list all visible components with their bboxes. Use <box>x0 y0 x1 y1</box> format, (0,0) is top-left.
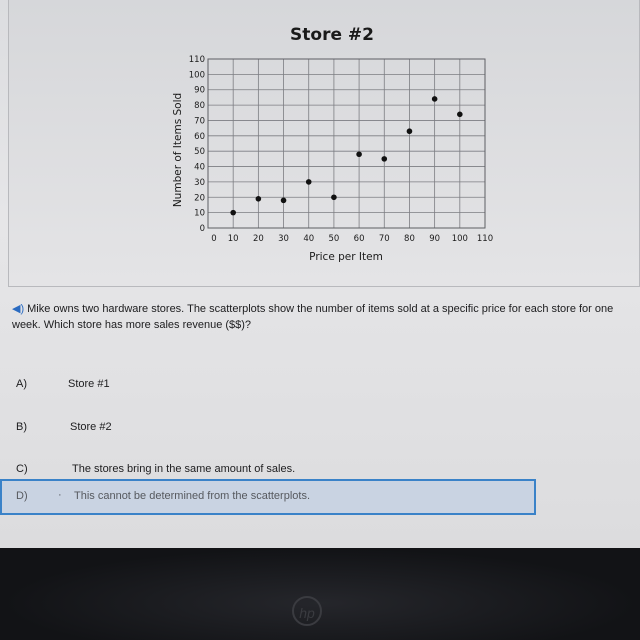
x-tick-label: 100 <box>451 234 468 244</box>
choice-a[interactable] <box>0 368 535 404</box>
data-point <box>381 156 387 162</box>
x-tick-label: 20 <box>252 234 264 244</box>
data-point <box>432 96 438 102</box>
y-tick-label: 20 <box>194 193 205 204</box>
choice-letter: C) <box>16 463 28 475</box>
scatter-chart <box>9 0 639 286</box>
y-tick-label: 60 <box>194 131 205 142</box>
x-tick-label: 60 <box>353 234 365 244</box>
y-tick-label: 110 <box>188 55 205 65</box>
choice-letter: D) <box>16 490 28 502</box>
data-point <box>331 194 337 200</box>
choice-text: This cannot be determined from the scatterplots. <box>74 490 311 502</box>
y-tick-label: 50 <box>194 147 205 158</box>
x-tick-label: 40 <box>303 234 315 244</box>
choice-text: The stores bring in the same amount of sales. <box>72 463 296 475</box>
data-point <box>356 151 362 157</box>
x-tick-label: 80 <box>404 234 415 244</box>
y-tick-label: 100 <box>188 70 205 81</box>
x-axis-label: Price per Item <box>309 251 383 263</box>
choice-text: Store #1 <box>68 378 110 390</box>
x-tick-label: 50 <box>328 234 340 244</box>
y-tick-label: 80 <box>194 101 205 112</box>
hp-logo-icon: hp <box>292 596 322 626</box>
y-axis-ticks <box>189 55 205 234</box>
y-tick-label: 70 <box>194 116 205 127</box>
plot-border <box>208 59 485 228</box>
chart-grid <box>208 59 485 228</box>
y-tick-label: 40 <box>194 162 205 173</box>
y-tick-label: 10 <box>194 208 205 219</box>
data-point <box>407 128 413 134</box>
y-axis-label: Number of Items Sold <box>172 92 184 208</box>
chart-title: Store #2 <box>290 25 374 45</box>
x-tick-label: 30 <box>278 234 289 244</box>
x-tick-label: 110 <box>476 234 494 244</box>
x-tick-label: 0 <box>211 234 217 244</box>
question-text-block <box>12 301 634 333</box>
x-axis-ticks <box>211 234 493 244</box>
y-tick-label: 0 <box>199 224 205 234</box>
y-tick-label: 30 <box>194 177 205 188</box>
data-point <box>230 210 236 216</box>
choice-letter: B) <box>16 421 27 433</box>
question-text: Mike owns two hardware stores. The scatterplots show the number of items sold at a specific price for each store for one week. Which store has more sales revenue ($$)? <box>12 303 614 331</box>
laptop-bezel <box>0 548 640 640</box>
choice-b[interactable] <box>0 411 535 447</box>
x-tick-label: 70 <box>378 234 390 244</box>
data-point <box>256 196 262 202</box>
x-tick-label: 10 <box>227 234 239 244</box>
choice-letter: A) <box>16 378 27 390</box>
choice-text: Store #2 <box>70 421 112 433</box>
bullet-icon: · <box>58 489 62 501</box>
x-tick-label: 90 <box>429 234 441 244</box>
data-point <box>281 198 287 204</box>
speaker-icon[interactable]: ◀) <box>12 303 25 315</box>
data-point <box>306 179 312 185</box>
choice-d-selected[interactable] <box>0 479 536 515</box>
y-tick-label: 90 <box>194 85 205 96</box>
chart-panel <box>8 0 640 287</box>
data-point <box>457 112 463 118</box>
